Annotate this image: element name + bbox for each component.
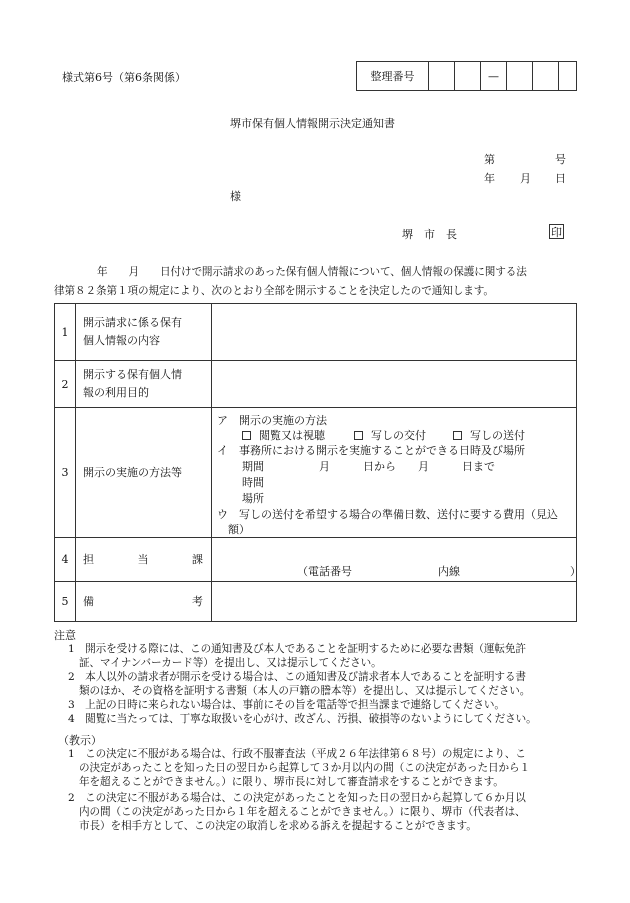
table-row	[55, 304, 577, 361]
item-char: 備	[83, 594, 94, 608]
item-char: 課	[192, 552, 203, 566]
date-day: 日	[555, 172, 566, 185]
issuer: 堺 市 長	[402, 228, 457, 241]
method-place: 場所	[242, 492, 264, 505]
doc-number-prefix: 第	[484, 153, 495, 166]
seal-mark: 印	[551, 225, 562, 239]
method-i-label: イ 事務所における開示を実施することができる日時及び場所	[217, 444, 525, 457]
reference-cell	[533, 62, 559, 90]
disclosure-table	[54, 303, 581, 622]
item-line: 開示請求に係る保有	[83, 316, 182, 329]
phone-open: （電話番号	[297, 565, 352, 578]
checkbox-copy-mail[interactable]	[453, 431, 462, 440]
instruction-line: 2 この決定に不服がある場合は、この決定があったことを知った日の翌日から起算して６か月以	[68, 792, 526, 804]
option-view-label: 閲覧又は視聴	[259, 429, 325, 442]
reference-cell	[429, 62, 455, 90]
date-year: 年	[484, 172, 495, 185]
note-line: 証、マイナンバーカード等）を提出し、又は提示してください。	[79, 657, 382, 669]
table-row	[55, 582, 577, 622]
item-line: 報の利用目的	[83, 386, 149, 399]
method-time: 時間	[242, 476, 264, 489]
method-u-line-1: ウ 写しの送付を希望する場合の準備日数、送付に要する費用（見込	[217, 508, 558, 521]
reference-dash: —	[481, 62, 507, 90]
method-u-line-2: 額）	[228, 523, 250, 536]
note-line: 3 上記の日時に来られない場合は、事前にその旨を電話等で担当課まで連絡してください。	[68, 699, 505, 711]
table-row	[55, 361, 577, 408]
department-cell[interactable]	[212, 538, 581, 582]
row-number: 4	[55, 538, 76, 582]
option-copy-mail-label: 写しの送付	[470, 429, 525, 442]
method-period: 期間 月 日から 月 日まで	[242, 460, 495, 473]
item-line: 開示する保有個人情	[83, 368, 182, 381]
notes-heading: 注意	[54, 629, 76, 642]
instruction-line: 1 この決定に不服がある場合は、行政不服審査法（平成２６年法律第６８号）の規定により、こ	[68, 748, 526, 760]
reference-label: 整理番号	[357, 62, 429, 90]
row-item	[76, 304, 212, 361]
row-number: 1	[55, 304, 76, 361]
reference-number-box	[356, 61, 577, 91]
reference-cell	[559, 62, 576, 90]
note-line: 2 本人以外の請求者が開示を受ける場合は、この通知書及び請求者本人であることを証明する書	[68, 671, 526, 683]
table-row	[55, 538, 577, 582]
note-line: 1 開示を受ける際には、この通知書及び本人であることを証明するために必要な書類（運転免許	[68, 643, 526, 655]
item-char: 担	[83, 552, 94, 566]
phone-extension: 内線	[438, 565, 460, 578]
document-title: 堺市保有個人情報開示決定通知書	[230, 117, 395, 130]
date-month: 月	[520, 172, 531, 185]
form-id: 様式第6号（第6条関係）	[62, 71, 186, 84]
checkbox-copy-delivery[interactable]	[354, 431, 363, 440]
doc-number-suffix: 号	[555, 153, 566, 166]
row-number: 5	[55, 582, 76, 622]
body-line-2: 律第８２条第１項の規定により、次のとおり全部を開示することを決定したので通知します。	[54, 285, 494, 297]
item-char: 考	[192, 594, 203, 608]
method-a-label: ア 開示の実施の方法	[217, 414, 327, 427]
item-line: 個人情報の内容	[83, 334, 160, 347]
row-item: 開示の実施の方法等	[76, 408, 212, 538]
remarks-cell[interactable]	[212, 582, 577, 622]
row-value[interactable]	[212, 361, 577, 408]
phone-close: ）	[570, 565, 581, 578]
instruction-line: 市長）を相手方として、この決定の取消しを求める訴えを提起することができます。	[79, 820, 477, 832]
note-line: 類のほか、その資格を証明する書類（本人の戸籍の謄本等）を提出し、又は提示してください。	[79, 685, 531, 697]
checkbox-view[interactable]	[242, 431, 251, 440]
note-line: 4 閲覧に当たっては、丁寧な取扱いを心がけ、改ざん、汚損、破損等のないようにしてください。	[68, 713, 537, 725]
instruction-line: の決定があったことを知った日の翌日から起算して３か月以内の間（この決定があった日から１	[79, 762, 531, 774]
reference-cell	[455, 62, 481, 90]
addressee-honorific: 様	[230, 190, 241, 203]
reference-cell	[507, 62, 533, 90]
option-copy-delivery-label: 写しの交付	[371, 429, 426, 442]
table-row	[55, 408, 577, 538]
item-char: 当	[137, 552, 149, 566]
row-item	[76, 361, 212, 408]
row-item	[76, 538, 212, 582]
row-number: 3	[55, 408, 76, 538]
body-line-1: 年 月 日付けで開示請求のあった保有個人情報について、個人情報の保護に関する法	[97, 266, 527, 278]
row-number: 2	[55, 361, 76, 408]
method-cell	[212, 408, 577, 538]
method-options	[242, 427, 525, 443]
instruction-heading: （教示）	[58, 734, 102, 747]
row-value[interactable]	[212, 304, 577, 361]
row-item	[76, 582, 212, 622]
instruction-line: 内の間（この決定があった日から１年を超えることができません。）に限り、堺市（代表者は、	[79, 806, 526, 818]
instruction-line: 年を超えることができません。）に限り、堺市長に対して審査請求をすることができます。	[79, 776, 504, 788]
